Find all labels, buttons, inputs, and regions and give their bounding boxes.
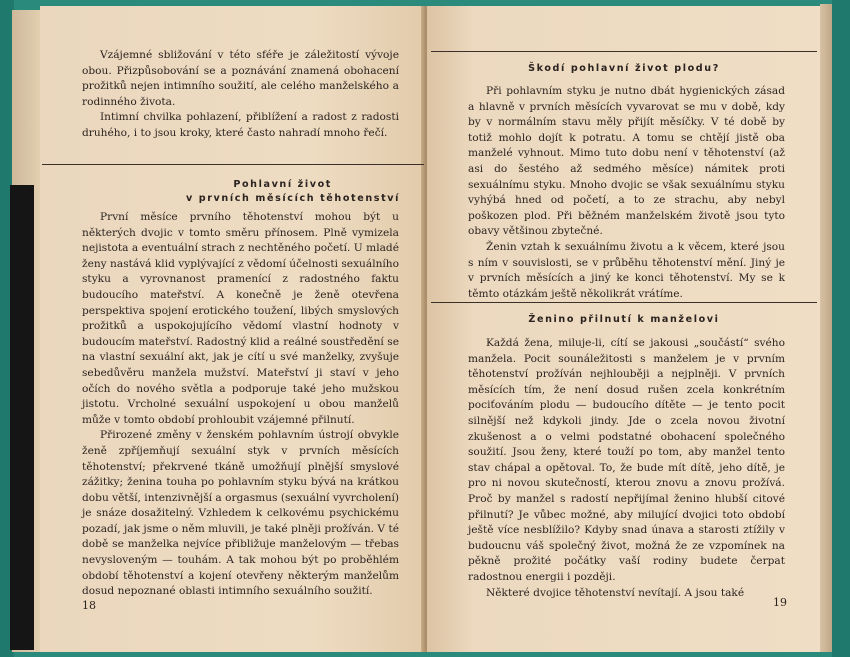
right-heading-2: Ženino přilnutí k manželovi [528, 314, 720, 325]
right-section2-text [468, 336, 785, 601]
left-intro-paragraph: Vzájemné sbližování v této sféře je záležitostí vývoje obou. Přizpůsobování se a poznávání znamená obohacení prožitků nejen intimního soužití, ale celého manželského a rodinného života. [82, 49, 399, 108]
left-section-divider [42, 164, 424, 165]
left-section-heading [150, 178, 400, 206]
right-section2-paragraph: Některé dvojice těhotenství nevítají. A jsou také [486, 586, 745, 599]
right-section1-text [468, 84, 785, 302]
right-top-rule [431, 51, 817, 52]
left-heading-line-2: v prvních měsících těhotenství [185, 193, 400, 204]
left-intro-paragraph: Intimní chvilka pohlazení, přiblížení a radost z radosti druhého, i to jsou kroky, které často nahradí mnoho řečí. [82, 111, 399, 139]
dark-background-strip [10, 185, 34, 650]
right-page-number: 19 [773, 596, 787, 609]
right-section-divider [431, 302, 817, 303]
right-heading-1: Škodí pohlavní život plodu? [528, 63, 720, 74]
left-section-paragraph: První měsíce prvního těhotenství mohou být u některých dvojic v tomto směru přínosem. Plně vymizela nejistota a eventuální strach z nechtěného početí. U mladé ženy nastává klid vyplývající z vědomí účelnosti sexuálního styku a vyrovnanost pramenící z radostného faktu budoucího mateřství. A konečně je ženě otevřena perspektiva spojení erotického toužení, libých smyslových prožitků a uspokojujícího vědomí vlastní hodnoty v budoucím mateřství. Radostný klid a reálné soustředění se na vlastní sexuální akt, jak je cítí u své manželky, zvyšuje sebedůvěru manžela mužství. Mateřství ji staví v jeho očích do nového světla a podporuje také jeho mužskou jistotu. Vrcholné sexuální uspokojení u obou manželů může v tomto období prohloubit vzájemné přilnutí. [82, 211, 399, 426]
left-page-number: 18 [82, 599, 96, 612]
left-heading-line-1: Pohlavní život [233, 179, 332, 190]
book-cover-right [832, 0, 850, 657]
right-section2-paragraph: Každá žena, miluje-li, cítí se jakousi „součástí“ svého manžela. Pocit sounáležitosti s manželem je v prvním těhotenství prožíván nejhlouběji a nejplněji. V prvních měsících tím, že není dosud rušen zcela konkrétním pociťováním plodu — budoucího dítěte — je tento pocit silnější než kdykoli jindy. Jde o zcela novou životní zkušenost a o velmi podstatné obohacení společného soužití. Jsou ženy, které touží po tom, aby manžel tento stav chápal a opětoval. To, že bude mít dítě, jeho dítě, je pro ni novou skutečností, kterou znovu a znovu prožívá. Proč by manžel s radostí nepřijímal ženino hlubší citové přilnutí? Je vůbec možné, aby milující dvojici toto období ještě více nesblížilo? Kdyby snad únava a starosti ztížily v budoucnu váš společný život, možná že ze vzpomínek na pěkně prožité počátky vaší rodiny budete čerpat radostnou energii i později. [468, 337, 785, 583]
right-section1-paragraph: Ženin vztah k sexuálnímu životu a k věcem, které jsou s ním v souvislosti, se v průběhu těhotenství mění. Jiný je v prvních měsících a jiný ke konci těhotenství. My se k těmto otázkám ještě několikrát vrátíme. [468, 240, 785, 300]
left-intro-text [82, 48, 399, 142]
left-section-paragraph: Přirozené změny v ženském pohlavním ústrojí obvykle ženě zpříjemňují sexuální styk v prvních měsících těhotenství; překrvené tkáně umožňují plnější smyslové zážitky; ženina touha po pohlavním styku bývá na krátkou dobu větší, intenzivnější a orgasmus (sexuální vyvrcholení) je snáze dosažitelný. Vzhledem k celkovému psychickému pozadí, jak jsme o něm mluvili, je také plněji prožíván. V té době se manželka nejvíce přibližuje manželovým — třebas nevysloveným — touhám. A tak mohou být po proběhlém období těhotenství a kojení otevřeny některým manželům dosud nepoznané oblasti intimního sexuálního soužití. [82, 429, 399, 598]
left-section-text [82, 210, 399, 600]
right-section1-paragraph: Při pohlavním styku je nutno dbát hygienických zásad a hlavně v prvních měsících vyvarovat se mu v době, kdy by v normálním stavu měly přijít měsíčky. V té době by totiž mohlo dojít k potratu. A tomu se chtějí jistě oba manželé vyhnout. Mimo tuto dobu není v těhotenství (až asi do šestého až sedmého měsíce) námitek proti sexuálnímu styku. Mnoho dvojic se však sexuálnímu styku vyhýbá hned od početí, a to ze strachu, aby nebyl poškozen plod. Při běžném manželském životě jsou tyto obavy většinou zbytečné. [468, 85, 785, 238]
